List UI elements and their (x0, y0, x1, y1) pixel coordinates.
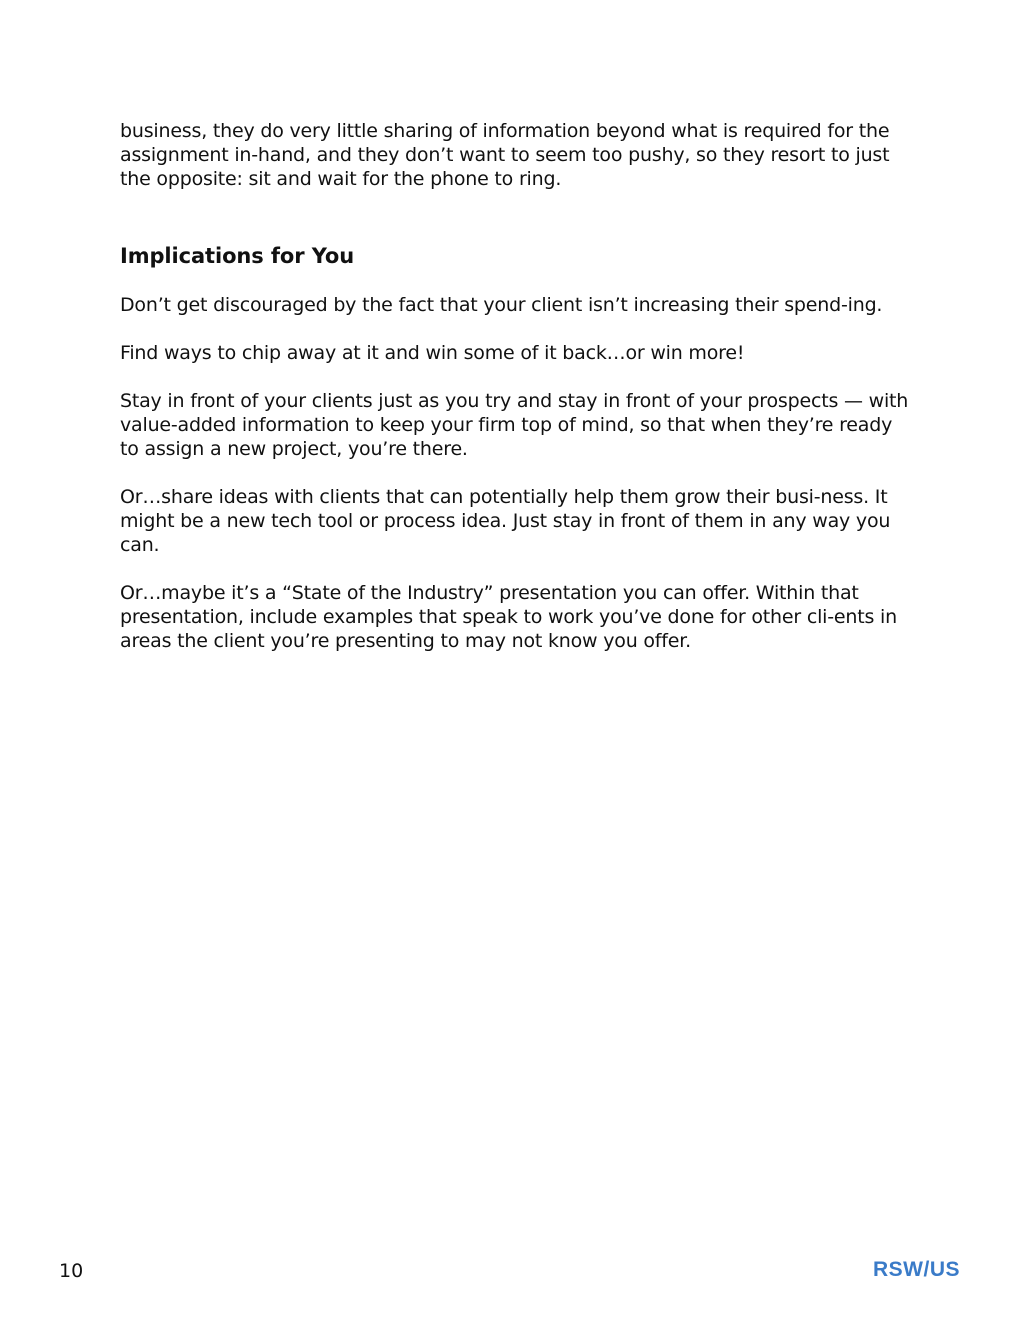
body-paragraph: Find ways to chip away at it and win some of it back…or win more! (120, 342, 745, 364)
page-number: 10 (59, 1260, 84, 1282)
body-paragraph: Or…share ideas with clients that can potentially help them grow their busi-ness. It might be a new tech tool or process idea. Just stay in front of them in any way you can. (120, 486, 891, 556)
body-paragraph: Stay in front of your clients just as you try and stay in front of your prospects — with value-added information to keep your firm top of mind, so that when they’re ready to assign a new project, you’re there. (120, 390, 909, 460)
section-heading: Implications for You (120, 244, 355, 268)
body-paragraph: Or…maybe it’s a “State of the Industry” presentation you can offer. Within that presentation, include examples that speak to work you’ve done for other cli-ents in areas the client you’re presenting to may not know you offer. (120, 582, 897, 652)
rswus-logo: RSW/US (873, 1258, 960, 1281)
intro-paragraph: business, they do very little sharing of information beyond what is required for the assignment in-hand, and they don’t want to seem too pushy, so they resort to just the opposite: sit and wait for the phone to ring. (120, 120, 890, 190)
body-paragraph: Don’t get discouraged by the fact that your client isn’t increasing their spend-ing. (120, 294, 883, 316)
page-content (120, 119, 910, 677)
section-body (120, 293, 910, 653)
